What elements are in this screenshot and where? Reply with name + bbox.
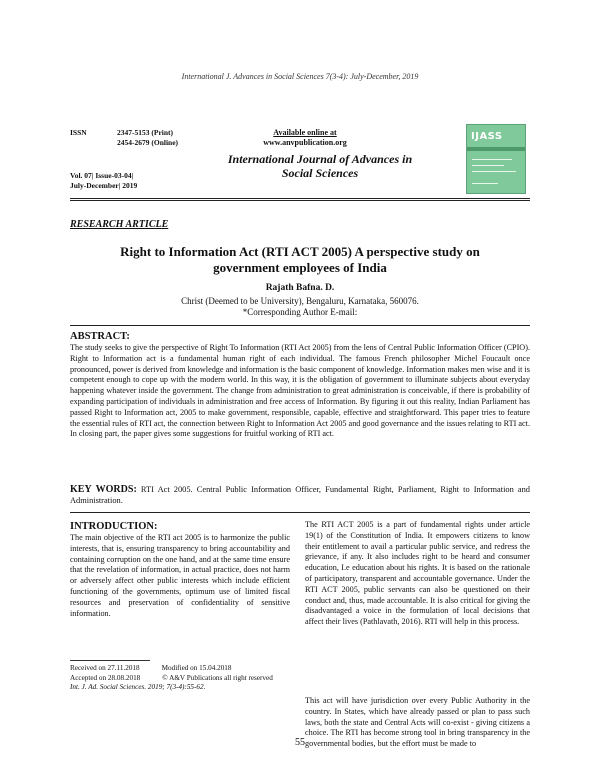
availability-block (220, 128, 390, 148)
affiliation-block (70, 296, 530, 318)
cover-text-line (472, 171, 516, 172)
corresponding-author: *Corresponding Author E-mail: (242, 307, 358, 317)
keywords-heading: KEY WORDS: (70, 484, 137, 495)
issn-block (70, 128, 178, 148)
page-number: 55 (295, 737, 305, 748)
running-header: International J. Advances in Social Sciences 7(3-4): July-December, 2019 (181, 72, 419, 81)
journal-title-line1: International Journal of Advances in (227, 152, 413, 166)
article-title-line2: government employees of India (213, 260, 387, 275)
cover-text-line (472, 183, 498, 184)
issn-label: ISSN (70, 128, 87, 137)
journal-cover-thumbnail (466, 124, 526, 194)
introduction-right-paragraph-1: The RTI ACT 2005 is a part of fundamental rights under article 19(1) of the Constitution of India. It empowers citizens to know their entitlement to avail a particular public service, and redress the grievance, if any. It also includes right to be heard and consumer education, I.e education about his rights. It is based on the rationale of participatory, transparent and accountable governance. Under the RTI ACT 2005, public servants can also be questioned on their conduct and, thus, made accountable. It is also critical for giving the disadvantaged a voice in the formulation of local decisions that affect their lives (Pathlavath, 2016). RTI will help in this process. (305, 520, 530, 627)
volume-issue: Vol. 07| Issue-03-04| (70, 171, 134, 180)
footnote-divider (70, 660, 150, 661)
issn-print: 2347-5153 (Print) (117, 128, 174, 137)
volume-block (70, 171, 137, 191)
abstract-text: The study seeks to give the perspective of Right To Information (RTI Act 2005) from the lens of Central Public Information Officer (CPIO). Right to Information act is a fundamental human right of each individual. The famous French philosopher Michel Foucault once pronounced, power is derived from knowledge and information is the basic component of knowledge. Information makes men wise and it is competent enough to cope up with the modern world. In this way, it is the obligation of government to illuminate subjects about everyday happening whatever inside the government. The change from administration to great administration is conceivable, if there is probability of expanding participation of individuals in administration and free access of Information. By figuring it out this reality, Indian Parliament has passed Right to Information act, 2005 to make government, responsible, capable, effective and straightforward. This paper tries to feature the essential rules of RTI act, the connection between Right to Information Act 2005 and good governance and the issues relating to RTI act. In closing part, the paper gives some suggestions for fruitful working of RTI act. (70, 343, 530, 439)
copyright: © A&V Publications all right reserved (162, 673, 273, 682)
cover-text-line (472, 165, 504, 166)
issn-online: 2454-2679 (Online) (117, 138, 179, 147)
keywords (70, 484, 530, 506)
article-title (70, 244, 530, 276)
journal-cover-logo: IJASS (471, 131, 503, 142)
journal-title-line2: Social Sciences (281, 166, 359, 180)
introduction-heading: INTRODUCTION: (70, 521, 158, 532)
abstract-divider (70, 325, 530, 326)
author-name: Rajath Bafna. D. (265, 283, 335, 293)
introduction-left-paragraph: The main objective of the RTI act 2005 is to harmonize the public interests, that is, ensuring transparency to bring accountability and containing corruption on the one hand, and at the same time ensure that the revelation of information, in actual practice, does not harm or adversely affect other public interests which include efficient functioning of the governments, optimum use of limited fiscal resources and preservation of confidentiality of sensitive information. (70, 533, 290, 618)
accepted-date: Accepted on 28.08.2018 (70, 673, 141, 682)
keywords-text: RTI Act 2005. Central Public Information Officer, Fundamental Right, Parliament, Right to Information and Administration. (70, 485, 530, 505)
citation: Int. J. Ad. Social Sciences. 2019; 7(3-4):55-62. (70, 683, 206, 692)
introduction-right-paragraph-2: This act will have jurisdiction over every Public Authority in the country. In States, which have already passed or plan to pass such laws, both the state and Central Acts will co-exist - giving citizens a choice. The RTI has become strong tool in bring transparency in the governmental bodies, but the effort must be made to (305, 696, 530, 749)
publication-period: July-December| 2019 (70, 181, 138, 190)
modified-date: Modified on 15.04.2018 (161, 664, 232, 672)
header-divider (70, 198, 530, 201)
available-online-link[interactable]: Available online at (273, 128, 337, 137)
journal-title (220, 152, 420, 180)
article-type: RESEARCH ARTICLE (70, 219, 169, 230)
abstract-heading: ABSTRACT: (70, 331, 130, 342)
footnote (70, 664, 295, 693)
article-title-line1: Right to Information Act (RTI ACT 2005) A perspective study on (120, 244, 480, 259)
keywords-divider (70, 512, 530, 513)
received-date: Received on 27.11.2018 (70, 664, 140, 672)
affiliation: Christ (Deemed to be University), Bengaluru, Karnataka, 560076. (181, 296, 419, 306)
cover-text-line (472, 159, 512, 160)
cover-band (467, 147, 525, 151)
website-link[interactable]: www.anvpublication.org (263, 138, 347, 147)
